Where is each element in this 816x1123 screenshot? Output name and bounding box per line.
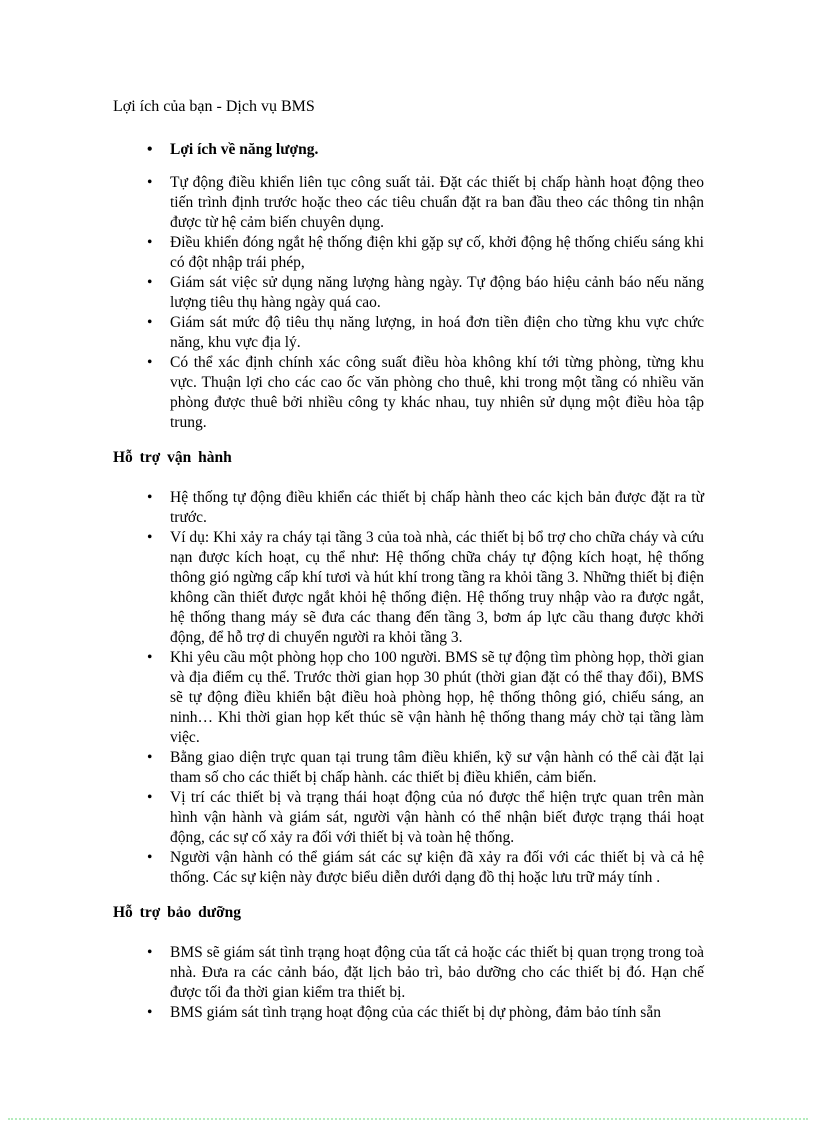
energy-lead-list [113, 140, 704, 160]
bullet-item: • Điều khiển đóng ngắt hệ thống điện khi gặp sự cố, khởi động hệ thống chiếu sáng khi có đột nhập trái phép, [170, 233, 704, 273]
bullet-item: • Ví dụ: Khi xảy ra cháy tại tầng 3 của toà nhà, các thiết bị bổ trợ cho chữa cháy và cứu nạn được kích hoạt, cụ thể như: Hệ thống chữa cháy tự động kích hoạt, hệ thống thông gió ngừng cấp khí tươi và hút khí trong tầng ra khỏi tầng 3. Những thiết bị điện không cần thiết được ngắt khỏi hệ thống điện. Hệ thống truy nhập vào ra được ngắt, hệ thống thang máy sẽ đưa các thang đến tầng 3, bơm áp lực cầu thang được khởi động, để hỗ trợ di chuyển người ra khỏi tầng 3. [170, 528, 704, 648]
energy-lead-bullet: • Lợi ích về năng lượng. [170, 140, 704, 160]
operation-bullet-list [113, 488, 704, 888]
document-page [113, 97, 704, 1023]
bullet-item: • Giám sát mức độ tiêu thụ năng lượng, in hoá đơn tiền điện cho từng khu vực chức năng, khu vực địa lý. [170, 313, 704, 353]
bullet-item: • BMS sẽ giám sát tình trạng hoạt động của tất cả hoặc các thiết bị quan trọng trong toà nhà. Đưa ra các cảnh báo, đặt lịch bảo trì, bảo dưỡng cho các thiết bị đó. Hạn chế được tối đa thời gian kiểm tra thiết bị. [170, 943, 704, 1003]
section-heading-operation: Hỗ trợ vận hành [113, 449, 232, 466]
bullet-item: • Hệ thống tự động điều khiển các thiết bị chấp hành theo các kịch bản được đặt ra từ trước. [170, 488, 704, 528]
section-heading-maintenance: Hỗ trợ bảo dưỡng [113, 904, 242, 921]
energy-bullet-list [113, 173, 704, 433]
bullet-item: • BMS giám sát tình trạng hoạt động của các thiết bị dự phòng, đảm bảo tính sẵn [170, 1003, 704, 1023]
page-title: Lợi ích của bạn - Dịch vụ BMS [113, 98, 315, 115]
maintenance-bullet-list [113, 943, 704, 1023]
bullet-item: • Giám sát việc sử dụng năng lượng hàng ngày. Tự động báo hiệu cảnh báo nếu năng lượng tiêu thụ hàng ngày quá cao. [170, 273, 704, 313]
bullet-item: • Người vận hành có thể giám sát các sự kiện đã xảy ra đối với các thiết bị và cả hệ thống. Các sự kiện này được biểu diễn dưới dạng đồ thị hoặc lưu trữ máy tính . [170, 848, 704, 888]
page-footer-divider [8, 1118, 808, 1120]
bullet-item: • Bằng giao diện trực quan tại trung tâm điều khiển, kỹ sư vận hành có thể cài đặt lại tham số cho các thiết bị chấp hành. các thiết bị điều khiển, cảm biến. [170, 748, 704, 788]
bullet-item: • Khi yêu cầu một phòng họp cho 100 người. BMS sẽ tự động tìm phòng họp, thời gian và địa điểm cụ thể. Trước thời gian họp 30 phút (thời gian đặt có thể thay đổi), BMS sẽ tự động điều khiển bật điều hoà phòng họp, hệ thống thông gió, chiếu sáng, an ninh… Khi thời gian họp kết thúc sẽ vận hành hệ thống thang máy chờ tại tầng làm việc. [170, 648, 704, 748]
bullet-item: • Có thể xác định chính xác công suất điều hòa không khí tới từng phòng, từng khu vực. Thuận lợi cho các cao ốc văn phòng cho thuê, khi trong một tầng có nhiều văn phòng được thuê bởi nhiều công ty khác nhau, tuy nhiên sử dụng một điều hòa tập trung. [170, 353, 704, 433]
bullet-item: • Tự động điều khiển liên tục công suất tải. Đặt các thiết bị chấp hành hoạt động theo tiến trình định trước hoặc theo các tiêu chuẩn đặt ra ban đầu theo các thông tin nhận được từ hệ cảm biến chuyên dụng. [170, 173, 704, 233]
bullet-item: • Vị trí các thiết bị và trạng thái hoạt động của nó được thể hiện trực quan trên màn hình vận hành và giám sát, người vận hành có thể nhận biết được trạng thái hoạt động, các sự cố xảy ra đối với thiết bị và toàn hệ thống. [170, 788, 704, 848]
